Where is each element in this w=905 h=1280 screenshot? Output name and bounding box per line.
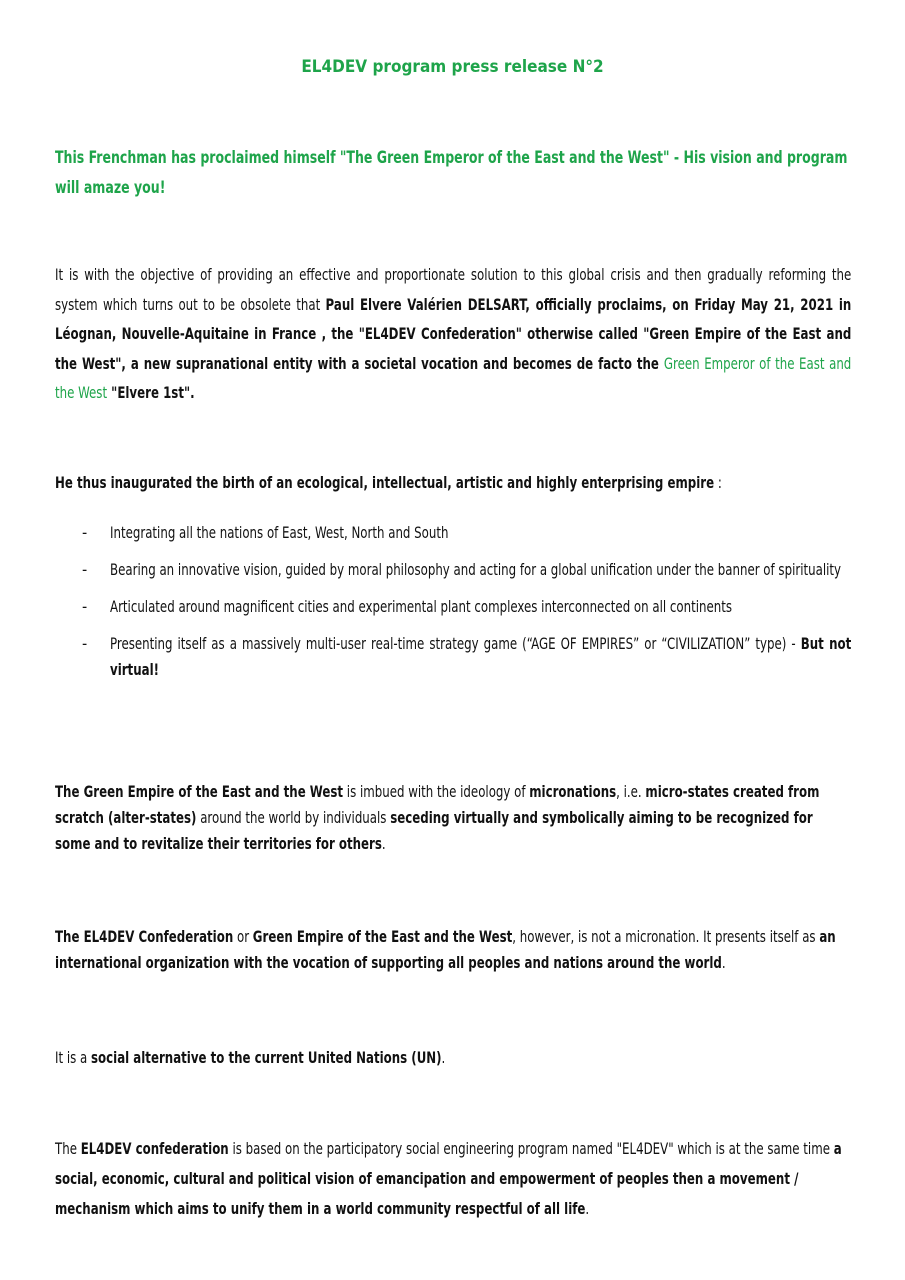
list-item: - Integrating all the nations of East, West, North and South [55,520,851,546]
paragraph-proclamation: It is with the objective of providing an effective and proportionate solution to this global crisis and then gradually reforming the system which turns out to be obsolete that Paul Elvere Valérien DELSART, officially proclaims, on Friday May 21, 2021 in Léognan, Nouvelle-Aquitaine in France , the "EL4DEV Confederation" otherwise called "Green Empire of the East and the West", a new supranational entity with a societal vocation and becomes de facto the Green Emperor of the East and the West "Elvere 1st". [55,265,852,402]
press-release-title: EL4DEV program press release N°2 [301,57,604,77]
paragraph-el4dev-program: The EL4DEV confederation is based on the participatory social engineering program named "EL4DEV" which is at the same time a social, economic, cultural and political vision of emancipation and empowerment of peoples then a movement / mechanism which aims to unify them in a world community respectful of all life. [55,1139,842,1218]
empire-features-list [55,520,851,694]
list-item: - Bearing an innovative vision, guided by moral philosophy and acting for a global unification under the banner of spirituality [55,557,851,583]
dash-bullet: - [82,597,88,616]
list-item: - Articulated around magnificent cities and experimental plant complexes interconnected on all continents [55,594,851,620]
paragraph-international-organization: The EL4DEV Confederation or Green Empire of the East and the West, however, is not a micronation. It presents itself as an international organization with the vocation of supporting all peoples and nations around the world. [55,927,836,972]
headline-text: This Frenchman has proclaimed himself "The Green Emperor of the East and the West" - His vision and program will amaze you! [55,148,848,198]
paragraph-inauguration: He thus inaugurated the birth of an ecological, intellectual, artistic and highly enterprising empire : [55,473,722,492]
dash-bullet: - [82,560,88,579]
paragraph-un-alternative: It is a social alternative to the current United Nations (UN). [55,1048,446,1067]
list-item: - Presenting itself as a massively multi-user real-time strategy game (“AGE OF EMPIRES” or “CIVILIZATION” type) - But not virtual! [55,631,851,683]
green-emperor-highlight: Green Emperor of the East and the West [55,353,852,402]
dash-bullet: - [82,523,88,542]
headline [55,143,851,203]
paragraph-micronations: The Green Empire of the East and the West is imbued with the ideology of micronations, i.e. micro-states created from scratch (alter-states) around the world by individuals seceding virtually and symbolically aiming to be recognized for some and to revitalize their territories for others. [55,782,820,853]
dash-bullet: - [82,634,88,653]
